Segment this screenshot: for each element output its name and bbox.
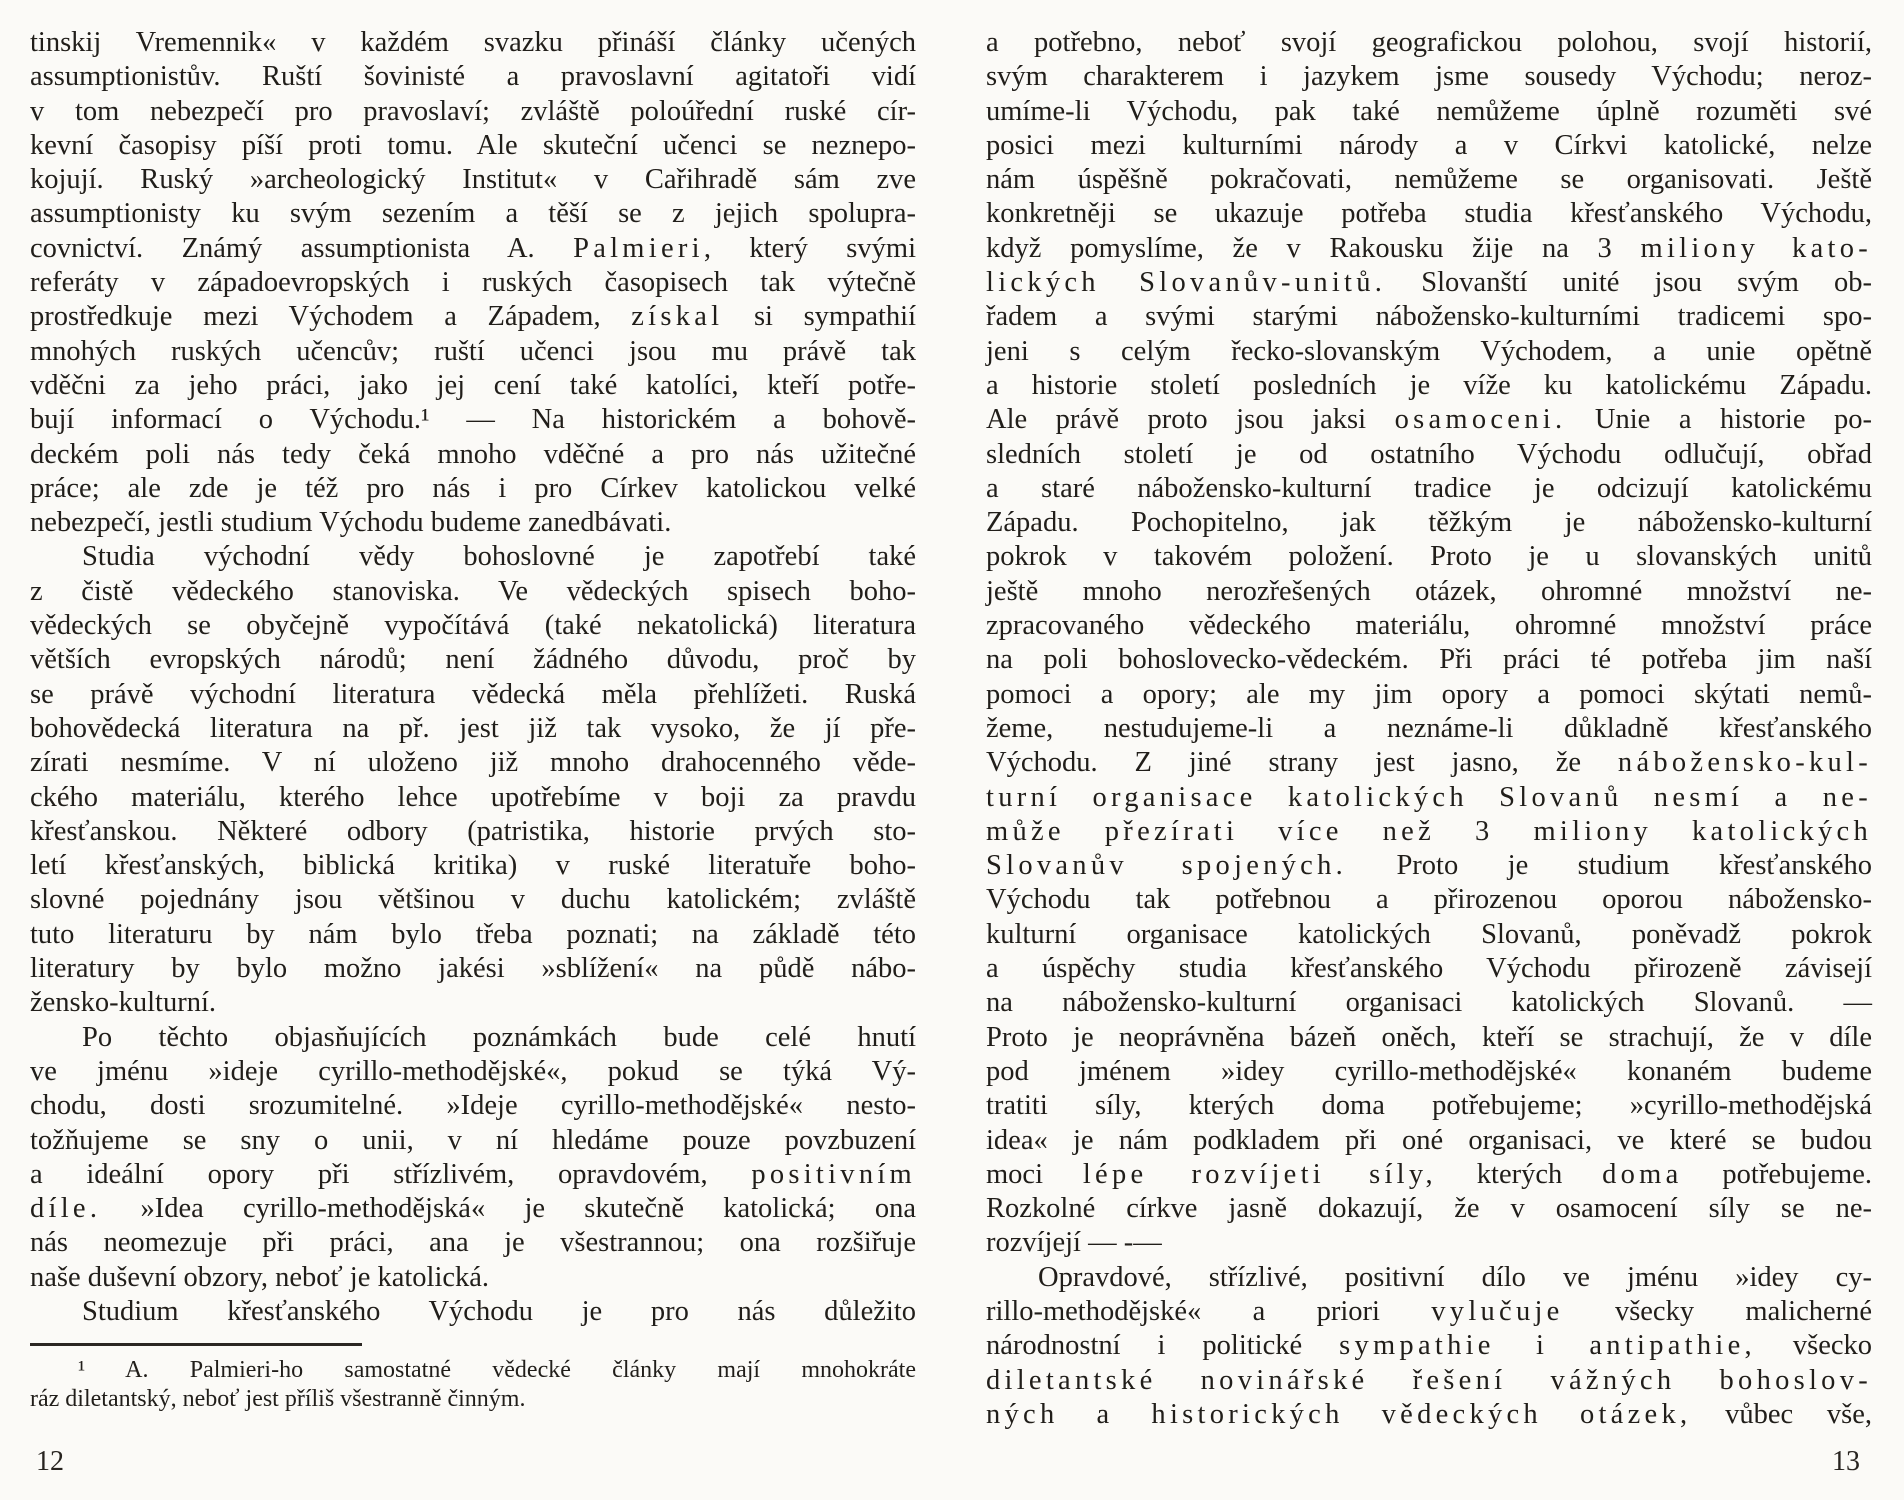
text-line: rillo-methodějské« a priori vylučuje všecky malicherné — [986, 1295, 1873, 1327]
text-line: a staré nábožensko-kulturní tradice je odcizují katolickému — [986, 472, 1872, 504]
paragraph — [30, 1021, 916, 1295]
text-line: idea« je nám podkladem při oné organisaci, ve které se budou — [986, 1124, 1872, 1156]
letterspaced-emphasis: Palmieri — [573, 232, 704, 264]
text-line: referáty v západoevropských i ruských časopisech tak výtečně — [30, 267, 916, 299]
text-line: když pomyslíme, že v Rakousku žije na 3 miliony kato- — [986, 232, 1872, 264]
text-line: svým charakterem i jazykem jsme sousedy Východu; neroz- — [986, 61, 1872, 93]
text-line: pod jménem »idey cyrillo-methodějské« konaném budeme — [986, 1055, 1872, 1087]
page-number-left: 12 — [36, 1446, 64, 1477]
text-line: z čistě vědeckého stanoviska. Ve vědeckých spisech boho- — [30, 575, 916, 607]
letterspaced-emphasis: miliony kato- — [1640, 232, 1872, 264]
text-line: vděčni za jeho práci, jako jej cení také katolíci, kteří potře- — [30, 369, 916, 401]
text-line: Rozkolné církve jasně dokazují, že v osamocení síly se ne- — [986, 1193, 1872, 1225]
letterspaced-emphasis: doma — [1602, 1158, 1683, 1190]
letterspaced-emphasis: osamoceni. — [1394, 404, 1567, 436]
text-line: národnostní i politické sympathie i antipathie, všecko — [986, 1330, 1873, 1362]
footnote-separator — [30, 1343, 362, 1346]
text-line: deckém poli nás tedy čeká mnoho vděčné a pro nás užitečné — [30, 438, 916, 470]
text-line: žensko-kulturní. — [30, 987, 217, 1019]
text-line: se právě východní literatura vědecká měla přehlížeti. Ruská — [30, 678, 916, 710]
text-line: ných a historických vědeckých otázek, vůbec vše, — [986, 1398, 1872, 1430]
paragraph — [986, 26, 1872, 1261]
text-line: ve jménu »ideje cyrillo-methodějské«, pokud se týká Vý- — [30, 1055, 916, 1087]
text-line: Východu. Z jiné strany jest jasno, že nábožensko-kul- — [986, 747, 1872, 779]
letterspaced-emphasis: diletantské novinářské řešení vážných bohoslov- — [986, 1364, 1872, 1396]
text-line: a úspěchy studia křesťanského Východu přirozeně závisejí — [986, 953, 1872, 985]
text-line: tinskij Vremennik« v každém svazku přináší články učených — [30, 27, 916, 58]
text-line: v tom nebezpečí pro pravoslaví; zvláště poloúřední ruské cír- — [30, 95, 916, 127]
text-line: pomoci a opory; ale my jim opory a pomoci skýtati nemů- — [986, 678, 1872, 710]
text-line: kulturní organisace katolických Slovanů, poněvadž pokrok — [986, 918, 1872, 950]
text-line: zpracovaného vědeckého materiálu, ohromné množství práce — [986, 610, 1872, 642]
text-line: jeni s celým řecko-slovanským Východem, a unie opětně — [986, 335, 1872, 367]
text-line: bohovědecká literatura na př. jest již tak vysoko, že jí pře- — [30, 712, 916, 744]
text-line: ráz diletantský, neboť jest příliš všestranně činným. — [30, 1385, 526, 1412]
text-line: naše duševní obzory, neboť je katolická. — [30, 1261, 490, 1293]
letterspaced-emphasis: positivním — [751, 1158, 916, 1190]
paragraph — [986, 1261, 1872, 1432]
text-line: Východu tak potřebnou a přirozenou oporou nábožensko- — [986, 884, 1872, 916]
text-line: prostředkuje mezi Východem a Západem, získal si sympathií — [30, 301, 916, 333]
text-column-right — [986, 26, 1872, 1432]
page-number-right: 13 — [1832, 1446, 1860, 1477]
letterspaced-emphasis: Slovanův spojených. — [986, 850, 1348, 882]
text-line: a ideální opory při střízlivém, opravdovém, positivním — [30, 1158, 916, 1190]
text-line: kevní časopisy píší proti tomu. Ale skuteční učenci se neznepo- — [30, 129, 916, 161]
text-line: posici mezi kulturními národy a v Církvi katolické, nelze — [986, 129, 1872, 161]
letterspaced-emphasis: sympathie i antipathie, — [1339, 1330, 1756, 1362]
text-line: křesťanskou. Některé odbory (patristika, historie prvých sto- — [30, 815, 916, 847]
page-left — [30, 0, 916, 1500]
text-line: žeme, nestudujeme-li a neznáme-li důkladně křesťanského — [986, 712, 1872, 744]
text-line: moci lépe rozvíjeti síly, kterých doma potřebujeme. — [986, 1158, 1872, 1190]
text-line: umíme-li Východu, pak také nemůžeme úplně rozuměti své — [986, 95, 1872, 127]
paragraph — [30, 540, 916, 1020]
text-line: práce; ale zde je též pro nás i pro Církev katolickou velké — [30, 472, 916, 504]
text-line: nás neomezuje při práci, ana je všestrannou; ona rozšiřuje — [30, 1227, 916, 1259]
paragraph — [30, 26, 916, 540]
text-line: literatury by bylo možno jakési »sblížení« na půdě nábo- — [30, 953, 916, 985]
text-line: Ale právě proto jsou jaksi osamoceni. Unie a historie po- — [986, 404, 1873, 436]
letterspaced-emphasis: vylučuje — [1431, 1295, 1564, 1327]
letterspaced-emphasis: nábožensko-kul- — [1617, 747, 1872, 779]
text-line — [986, 1364, 1872, 1398]
text-line: covnictví. Známý assumptionista A. Palmieri, který svými — [30, 232, 916, 264]
letterspaced-emphasis: díle. — [30, 1193, 102, 1225]
paragraph — [30, 1295, 916, 1329]
text-line — [986, 781, 1872, 815]
text-line: lických Slovanův-unitů. Slovanští unité jsou svým ob- — [986, 267, 1872, 299]
text-line — [986, 815, 1872, 849]
text-line: sledních století je od ostatního Východu odlučují, obřad — [986, 438, 1872, 470]
page-right — [986, 0, 1872, 1500]
text-line: ¹ A. Palmieri-ho samostatné vědecké články mají mnohokráte — [78, 1357, 916, 1384]
text-line: zírati nesmíme. V ní uloženo již mnoho drahocenného věde- — [30, 747, 916, 779]
letterspaced-emphasis: lických Slovanův-unitů. — [986, 267, 1387, 299]
text-line: pokrok v takovém položení. Proto je u slovanských unitů — [986, 541, 1872, 573]
footnote-text — [30, 1356, 916, 1413]
text-line: konkretněji se ukazuje potřeba studia křesťanského Východu, — [986, 198, 1872, 230]
letterspaced-emphasis: může přezírati více než 3 miliony katolických — [986, 815, 1872, 847]
text-line: Po těchto objasňujících poznámkách bude celé hnutí — [82, 1021, 916, 1053]
text-line: na poli bohoslovecko-vědeckém. Při práci té potřeba jim naší — [986, 644, 1872, 676]
text-line: mnohých ruských učencův; ruští učenci jsou mu právě tak — [30, 335, 916, 367]
text-line: nám úspěšně pokračovati, nemůžeme se organisovati. Ještě — [986, 164, 1872, 196]
text-line: kojují. Ruský »archeologický Institut« v Cařihradě sám zve — [30, 164, 916, 196]
text-line: ckého materiálu, kterého lehce upotřebíme v boji za pravdu — [30, 781, 916, 813]
text-line: assumptionisty ku svým sezením a těší se z jejich spolupra- — [30, 198, 916, 230]
text-line: tožňujeme se sny o unii, v ní hledáme pouze povzbuzení — [30, 1124, 916, 1156]
text-line: řadem a svými starými nábožensko-kulturními tradicemi spo- — [986, 301, 1872, 333]
text-line: nebezpečí, jestli studium Východu budeme zanedbávati. — [30, 507, 672, 539]
text-line: ještě mnoho nerozřešených otázek, ohromné množství ne- — [986, 575, 1872, 607]
text-column-left — [30, 26, 916, 1329]
footnote — [30, 1343, 916, 1413]
text-line: a historie století posledních je víže ku katolickému Západu. — [986, 369, 1872, 401]
letterspaced-emphasis: lépe rozvíjeti síly, — [1082, 1158, 1437, 1190]
letterspaced-emphasis: turní organisace katolických Slovanů nesmí a ne- — [986, 781, 1872, 813]
text-line: díle. »Idea cyrillo-methodějská« je skutečně katolická; ona — [30, 1193, 916, 1225]
text-line: tuto literaturu by nám bylo třeba poznati; na základě této — [30, 918, 916, 950]
text-line: Západu. Pochopitelno, jak těžkým je nábožensko-kulturní — [986, 507, 1872, 539]
text-line: a potřebno, neboť svojí geografickou polohou, svojí historií, — [986, 27, 1872, 58]
text-line: chodu, dosti srozumitelné. »Ideje cyrillo-methodějské« nesto- — [30, 1090, 916, 1122]
text-line: Proto je neoprávněna bázeň oněch, kteří se strachují, že v díle — [986, 1021, 1872, 1053]
text-line: rozvíjejí — -— — [986, 1227, 1162, 1259]
text-line: Slovanův spojených. Proto je studium křesťanského — [986, 850, 1872, 882]
letterspaced-emphasis: získal — [631, 301, 724, 333]
text-line: slovné pojednány jsou většinou v duchu katolickém; zvláště — [30, 884, 916, 916]
text-line: Studium křesťanského Východu je pro nás důležito — [82, 1295, 916, 1327]
text-line: assumptionistův. Ruští šovinisté a pravoslavní agitatoři vidí — [30, 61, 916, 93]
letterspaced-emphasis: ných a historických vědeckých otázek, — [986, 1398, 1692, 1430]
text-line: na nábožensko-kulturní organisaci katolických Slovanů. — — [986, 987, 1872, 1019]
text-line: letí křesťanských, biblická kritika) v ruské literatuře boho- — [30, 850, 916, 882]
text-line: bují informací o Východu.¹ — Na historickém a bohově- — [30, 404, 916, 436]
text-line: vědeckých se obyčejně vypočítává (také nekatolická) literatura — [30, 610, 916, 642]
text-line: Opravdové, střízlivé, positivní dílo ve jménu »idey cy- — [1038, 1261, 1872, 1293]
text-line: Studia východní vědy bohoslovné je zapotřebí také — [82, 541, 916, 573]
text-line: větších evropských národů; není žádného důvodu, proč by — [30, 644, 916, 676]
text-line: tratiti síly, kterých doma potřebujeme; »cyrillo-methodějská — [986, 1090, 1872, 1122]
